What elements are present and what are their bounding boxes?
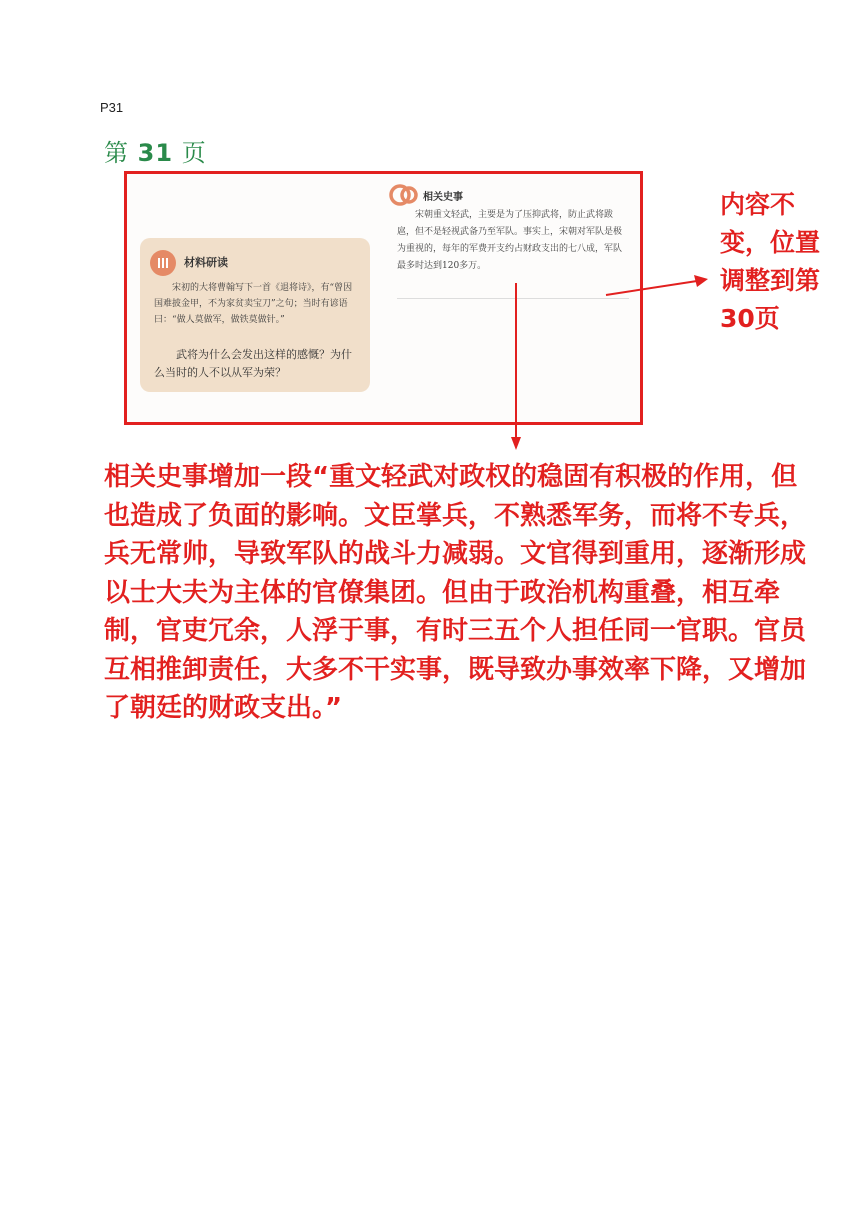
relocation-note: 内容不变，位置调整到第30页: [720, 190, 821, 333]
related-history-title: 相关史事: [423, 192, 463, 203]
page-heading-number: 31: [137, 139, 174, 167]
page-label: P31: [100, 100, 124, 115]
added-paragraph-note: 相关史事增加一段“重文轻武对政权的稳固有积极的作用，但也造成了负面的影响。文臣掌兵，不熟悉军务，而将不专兵，兵无常帅，导致军队的战斗力减弱。文官得到重用，逐渐形成以士大夫为主体的官僚集团。但由于政治机构重叠，相互牵制，官吏冗余，人浮于事，有时三五个人担任同一官职。官员互相推卸责任，大多不干实事，既导致办事效率下降，又增加了朝廷的财政支出。”: [104, 462, 807, 723]
related-history-body: 宋朝重文轻武，主要是为了压抑武将，防止武将跋扈，但不是轻视武备乃至军队。事实上，宋朝对军队是极为重视的，每年的军费开支约占财政支出的七八成，军队最多时达到120多万。: [397, 210, 623, 271]
page-heading-suffix: 页: [181, 139, 207, 167]
material-study-title: 材料研读: [184, 256, 228, 269]
arrow-to-relocation-note: [606, 275, 708, 295]
page-heading-prefix: 第: [104, 139, 129, 167]
material-study-question: 武将为什么会发出这样的感慨？为什么当时的人不以从军为荣？: [154, 348, 352, 379]
material-study-body: 宋初的大将曹翰写下一首《退将诗》，有“曾因国难披金甲，不为家贫卖宝刀”之句；当时有谚语曰：“做人莫做军，做铁莫做针。”: [154, 283, 353, 325]
arrow-to-addition-text: [511, 283, 521, 450]
